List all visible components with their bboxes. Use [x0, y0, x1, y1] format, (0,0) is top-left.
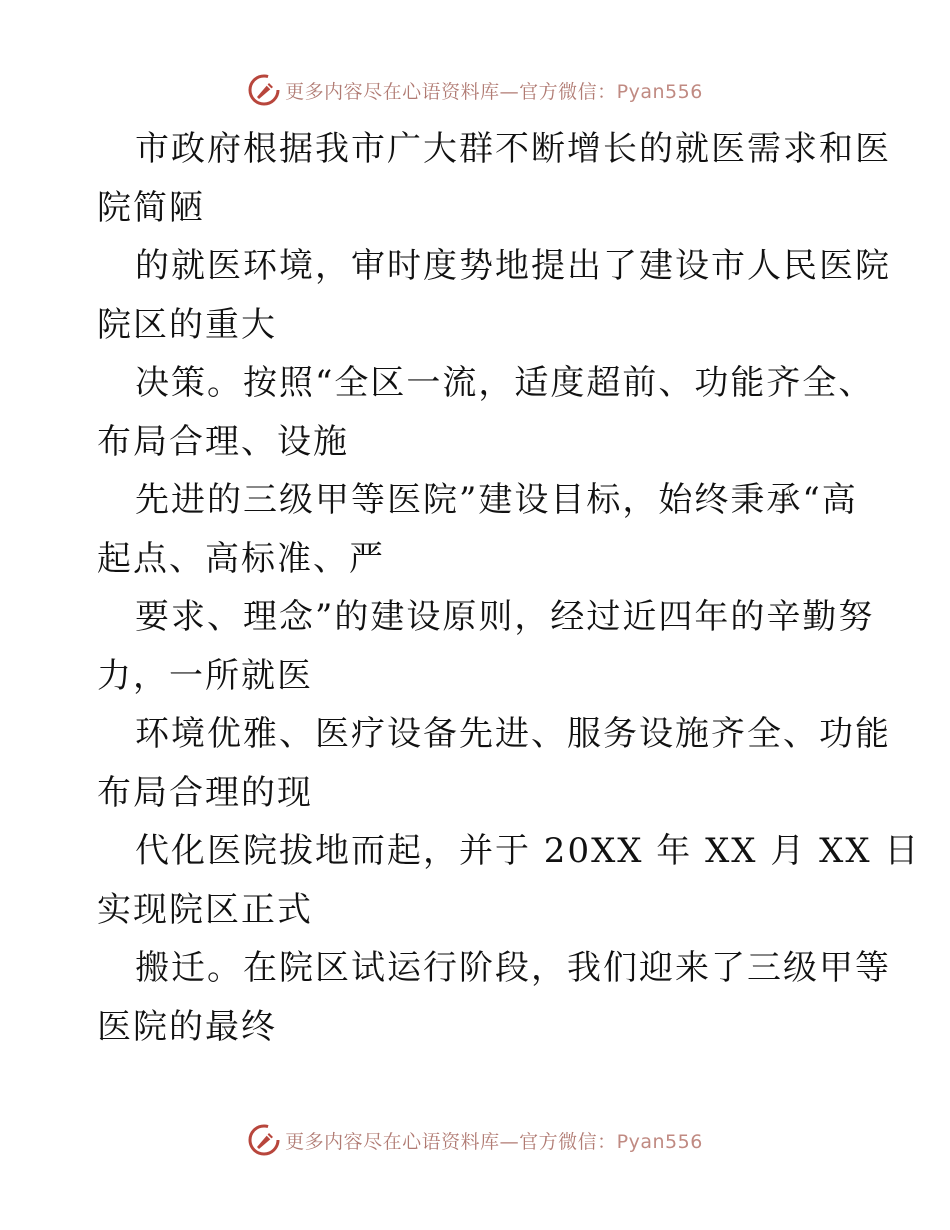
header-watermark-banner [0, 70, 950, 110]
header-watermark-text: 更多内容尽在心语资料库—官方微信：Pyan556 [285, 80, 703, 103]
pen-nib-logo-icon [247, 73, 281, 107]
body-line: 搬迁。在院区试运行阶段，我们迎来了三级甲等 [135, 948, 891, 988]
wechat-handle: Pyan556 [616, 80, 703, 103]
body-line: 布局合理、设施 [97, 421, 349, 462]
body-line: 力，一所就医 [97, 655, 313, 696]
body-line: 决策。按照“全区一流，适度超前、功能齐全、 [135, 363, 875, 403]
body-line: 市政府根据我市广大群不断增长的就医需求和医 [135, 129, 891, 169]
document-body [97, 120, 921, 1056]
body-line: 的就医环境，审时度势地提出了建设市人民医院 [135, 246, 891, 286]
body-line: 实现院区正式 [97, 889, 313, 930]
body-line: 环境优雅、医疗设备先进、服务设施齐全、功能 [135, 714, 891, 754]
body-line: 起点、高标准、严 [97, 538, 385, 579]
body-line: 要求、理念”的建设原则，经过近四年的辛勤努 [135, 597, 875, 637]
body-line: 代化医院拔地而起，并于 20XX 年 XX 月 XX 日 [135, 831, 921, 871]
body-line: 院简陋 [97, 187, 205, 228]
body-line: 先进的三级甲等医院”建设目标，始终秉承“高 [135, 480, 858, 520]
body-line: 布局合理的现 [97, 772, 313, 813]
footer-watermark-banner [0, 1120, 950, 1160]
wechat-handle: Pyan556 [616, 1130, 703, 1153]
footer-watermark-text: 更多内容尽在心语资料库—官方微信：Pyan556 [285, 1130, 703, 1153]
body-line: 院区的重大 [97, 304, 277, 345]
pen-nib-logo-icon [247, 1123, 281, 1157]
body-line: 医院的最终 [97, 1006, 277, 1047]
